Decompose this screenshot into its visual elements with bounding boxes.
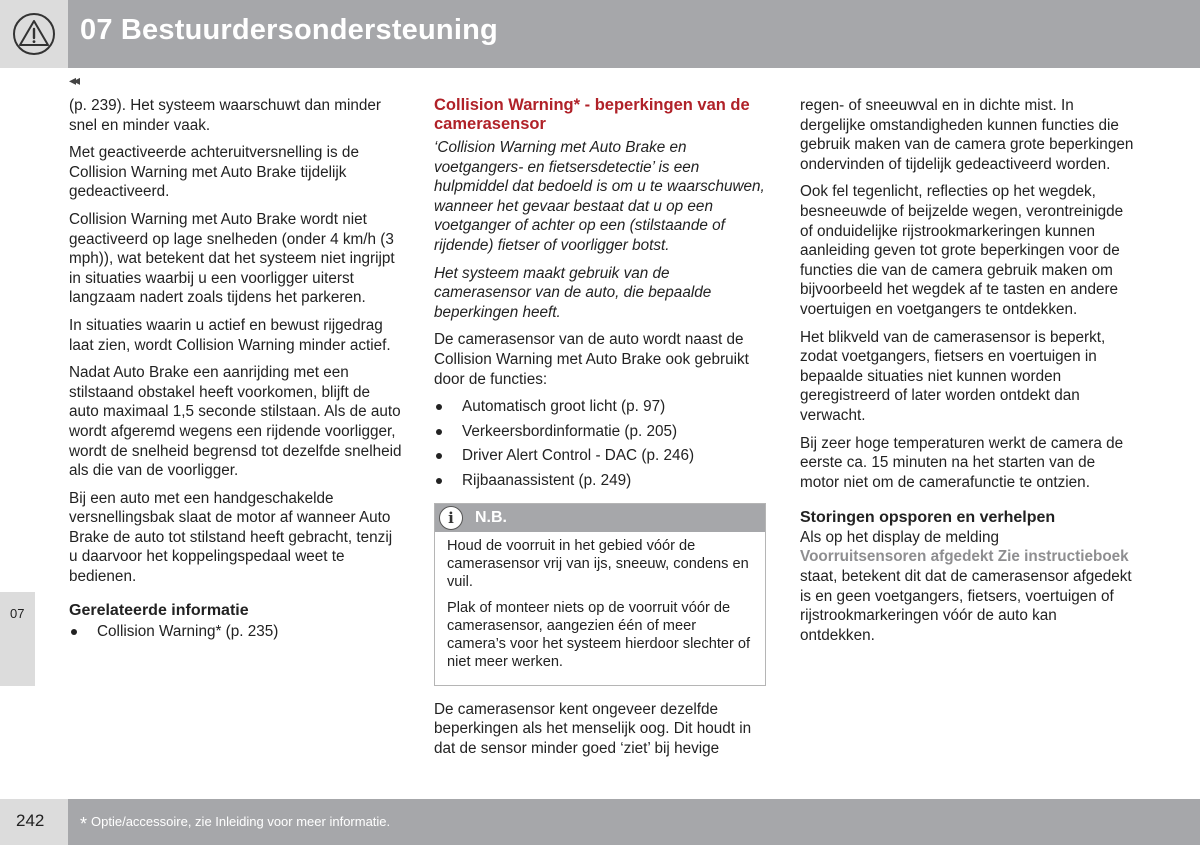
paragraph: (p. 239). Het systeem waarschuwt dan minder snel en minder vaak. xyxy=(69,97,382,134)
bullet-icon xyxy=(436,404,442,410)
function-link-label: Driver Alert Control - DAC (p. 246) xyxy=(462,447,695,465)
paragraph: Bij een auto met een handgeschakelde versnellingsbak slaat de motor af wanneer Auto Brake de auto tot stilstand heeft gebracht, tenzij u daarvoor het koppelingspedaal weet te bedienen. xyxy=(69,489,393,586)
column-2 xyxy=(434,96,769,766)
note-header xyxy=(435,504,765,532)
related-link-label: Collision Warning* (p. 235) xyxy=(97,623,279,641)
bullet-icon xyxy=(436,429,442,435)
section-heading: Collision Warning* - beperkingen van de camerasensor xyxy=(434,96,750,133)
paragraph: Collision Warning met Auto Brake wordt niet geactiveerd op lage snelheden (onder 4 km/h (3 mph)), wat betekent dat het systeem niet ingrijpt in situaties waarbij u een voorligger uiterst langzaam nadert zoals tijdens het parkeren. xyxy=(69,210,395,307)
chapter-tab xyxy=(0,592,35,686)
bullet-icon xyxy=(71,629,77,635)
paragraph: In situaties waarin u actief en bewust rijgedrag laat zien, wordt Collision Warning minder actief. xyxy=(69,316,391,354)
function-link[interactable] xyxy=(434,446,769,466)
info-icon: i xyxy=(439,506,463,530)
page-title: 07 Bestuurdersondersteuning xyxy=(80,14,498,46)
footer-note xyxy=(80,814,390,835)
troubleshooting-paragraph xyxy=(800,528,1135,646)
function-link-label: Rijbaanassistent (p. 249) xyxy=(462,471,632,489)
related-info-heading: Gerelateerde informatie xyxy=(69,601,249,619)
note-paragraph: Plak of monteer niets op de voorruit vóór de camerasensor, aangezien één of meer camera’s voor het systeem hierdoor slechter of niet meer werken. xyxy=(447,599,751,670)
troubleshooting-rest: staat, betekent dit dat de camerasensor afgedekt is en geen voetgangers, fietsers, voertuigen of rijstrookmarkeringen vóór de auto kan ontdekken. xyxy=(800,568,1132,644)
paragraph: De camerasensor kent ongeveer dezelfde beperkingen als het menselijk oog. Dit houdt in dat de sensor minder goed ‘ziet’ bij hevige xyxy=(434,700,752,757)
italic-intro: Het systeem maakt gebruik van de camerasensor van de auto, die bepaalde beperkingen heeft. xyxy=(434,264,712,321)
function-link-label: Automatisch groot licht (p. 97) xyxy=(462,398,666,416)
display-message: Voorruitsensoren afgedekt Zie instructieboek xyxy=(800,548,1129,566)
troubleshooting-intro: Als op het display de melding xyxy=(800,528,999,546)
column-1 xyxy=(69,96,404,652)
function-link[interactable] xyxy=(434,397,769,417)
footer xyxy=(0,799,1200,845)
note-paragraph: Houd de voorruit in het gebied vóór de camerasensor vrij van ijs, sneeuw, condens en vuil. xyxy=(447,537,749,590)
continued-marker: ◂◂ xyxy=(69,72,78,88)
function-link[interactable] xyxy=(434,422,769,442)
column-3 xyxy=(800,96,1135,653)
related-link[interactable] xyxy=(69,622,404,642)
header-icon-box xyxy=(0,0,68,68)
paragraph: Het blikveld van de camerasensor is beperkt, zodat voetgangers, fietsers en voertuigen in bepaalde situaties niet kunnen worden geregistreerd of later worden ontdekt dan verwacht. xyxy=(800,328,1106,424)
page-number: 242 xyxy=(16,811,45,830)
function-link-label: Verkeersbordinformatie (p. 205) xyxy=(462,422,678,440)
bullet-icon xyxy=(436,478,442,484)
italic-intro: ‘Collision Warning met Auto Brake en voetgangers- en fietsersdetectie’ is een hulpmiddel dat bedoeld is om u te waarschuwen, wanneer het gevaar bestaat dat u op een voetganger of achter op een (stilstaande of rijdende) fietser of voorligger botst. xyxy=(434,139,765,254)
function-link[interactable] xyxy=(434,471,769,491)
paragraph: De camerasensor van de auto wordt naast de Collision Warning met Auto Brake ook gebruikt door de functies: xyxy=(434,331,749,388)
function-list xyxy=(434,397,769,490)
bullet-icon xyxy=(436,453,442,459)
related-info-list xyxy=(69,622,404,642)
page-number-box xyxy=(0,799,68,845)
paragraph: Nadat Auto Brake een aanrijding met een stilstaand obstakel heeft voorkomen, blijft de auto maximaal 1,5 seconde stilstaan. Als de auto wordt afgeremd wegens een rijdende voorligger, wordt de snelheid begrensd tot dezelfde snelheid als die van de voorligger. xyxy=(69,364,402,480)
chapter-tab-label: 07 xyxy=(10,606,25,621)
note-body xyxy=(435,532,765,685)
asterisk-icon: * xyxy=(80,814,88,834)
note-label: N.B. xyxy=(475,508,507,526)
paragraph: regen- of sneeuwval en in dichte mist. In dergelijke omstandigheden kunnen functies die gebruik maken van de camera grote beperkingen ondervinden of tijdelijk gedeactiveerd worden. xyxy=(800,97,1134,173)
paragraph: Bij zeer hoge temperaturen werkt de camera de eerste ca. 15 minuten na het starten van de motor niet om de camerafunctie te ontzien. xyxy=(800,434,1124,491)
paragraph: Met geactiveerde achteruitversnelling is de Collision Warning met Auto Brake tijdelijk gedeactiveerd. xyxy=(69,144,359,201)
note-box xyxy=(434,503,766,686)
paragraph: Ook fel tegenlicht, reflecties op het wegdek, besneeuwde of beijzelde wegen, verontreinigde of onduidelijke rijstrookmarkeringen kunnen aanleiding geven tot grote beperkingen voor de functies die van de camera gebruik maken om bijvoorbeeld het wegdek af te tasten en andere voertuigen en voetgangers te ontdekken. xyxy=(800,183,1124,318)
warning-triangle-icon xyxy=(12,12,56,56)
troubleshooting-heading: Storingen opsporen en verhelpen xyxy=(800,509,1056,527)
footer-note-text: Optie/accessoire, zie Inleiding voor meer informatie. xyxy=(91,814,391,829)
